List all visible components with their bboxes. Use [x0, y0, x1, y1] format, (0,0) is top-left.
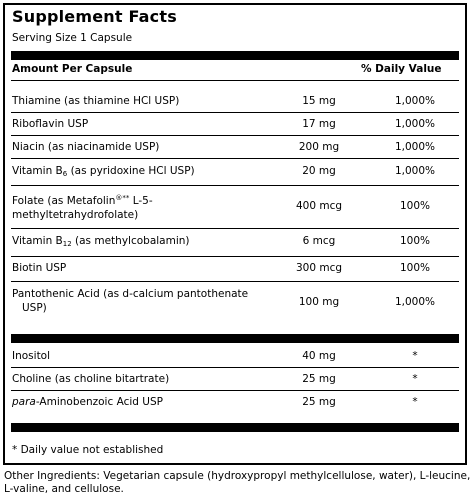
- nutrient-row-inositol: [11, 345, 459, 368]
- nutrient-name-italic: para: [12, 396, 36, 408]
- nutrient-name: Riboflavin USP: [12, 118, 89, 130]
- nutrient-amount: 6 mcg: [302, 235, 336, 247]
- nutrient-row-pantothenic-acid: [11, 282, 459, 332]
- nutrient-row-vitamin-b6: [11, 159, 459, 186]
- nutrient-name: [12, 191, 153, 222]
- nutrient-amount: 300 mcg: [295, 262, 343, 274]
- nutrient-name: [12, 165, 195, 178]
- nutrient-name-subscript: 6: [62, 170, 68, 178]
- nutrient-name-suffix: (as methylcobalamin): [71, 235, 190, 247]
- nutrient-name-suffix: L-5-: [129, 195, 153, 207]
- nutrient-daily-value: 1,000%: [394, 95, 436, 107]
- nutrient-name: Choline (as choline bitartrate): [12, 373, 170, 385]
- nutrient-name-prefix: Vitamin B: [12, 165, 63, 177]
- nutrient-amount: 400 mcg: [295, 200, 343, 212]
- nutrient-name-superscript: ®**: [115, 194, 130, 202]
- daily-value-footnote: * Daily value not established: [12, 444, 164, 456]
- nutrient-row-folate: [11, 186, 459, 229]
- nutrient-name: Thiamine (as thiamine HCl USP): [12, 95, 180, 107]
- nutrient-row-vitamin-b12: [11, 229, 459, 257]
- nutrient-daily-value: 1,000%: [394, 296, 436, 308]
- header-rule: [11, 80, 459, 81]
- amount-header: Amount Per Capsule: [12, 63, 133, 75]
- divider-mid: [11, 334, 459, 343]
- nutrient-amount: 25 mg: [302, 373, 336, 385]
- panel-title: Supplement Facts: [12, 7, 177, 26]
- nutrient-amount: 15 mg: [302, 95, 336, 107]
- divider-low: [11, 423, 459, 432]
- nutrient-daily-value: 1,000%: [394, 165, 436, 177]
- nutrient-daily-value: 100%: [399, 235, 431, 247]
- nutrient-name: [12, 287, 248, 315]
- nutrient-daily-value: 100%: [399, 200, 431, 212]
- nutrient-row-biotin: [11, 257, 459, 282]
- nutrient-row-niacin: [11, 136, 459, 159]
- nutrient-amount: 17 mg: [302, 118, 336, 130]
- nutrient-daily-value: 1,000%: [394, 141, 436, 153]
- nutrient-daily-value: 1,000%: [394, 118, 436, 130]
- nutrient-amount: 25 mg: [302, 396, 336, 408]
- nutrient-name: [12, 235, 190, 248]
- other-ingredients: Other Ingredients: Vegetarian capsule (hydroxypropyl methylcellulose, water), L-leucine, L-valine, and cellulose.: [4, 470, 471, 495]
- nutrient-name-prefix: Vitamin B: [12, 235, 63, 247]
- nutrient-daily-value: *: [412, 396, 418, 408]
- nutrient-name-prefix: Folate (as Metafolin: [12, 195, 116, 207]
- nutrient-amount: 100 mg: [298, 296, 340, 308]
- nutrient-row-paba: [11, 391, 459, 421]
- daily-value-header: % Daily Value: [361, 63, 442, 75]
- nutrient-name-line2: USP): [22, 302, 47, 314]
- nutrient-name: Inositol: [12, 350, 51, 362]
- nutrient-name: [12, 396, 163, 408]
- nutrient-name: Biotin USP: [12, 262, 67, 274]
- nutrient-row-choline: [11, 368, 459, 391]
- nutrient-name-suffix: (as pyridoxine HCl USP): [67, 165, 195, 177]
- nutrient-row-riboflavin: [11, 113, 459, 136]
- nutrient-amount: 40 mg: [302, 350, 336, 362]
- nutrient-name-subscript: 12: [62, 240, 72, 248]
- nutrient-amount: 200 mg: [298, 141, 340, 153]
- divider-thick: [11, 51, 459, 60]
- nutrient-daily-value: *: [412, 373, 418, 385]
- nutrient-daily-value: *: [412, 350, 418, 362]
- nutrient-amount: 20 mg: [302, 165, 336, 177]
- nutrient-name: Niacin (as niacinamide USP): [12, 141, 160, 153]
- nutrient-name-line1: Pantothenic Acid (as d-calcium pantothenate: [12, 288, 249, 300]
- nutrient-name-rest: -Aminobenzoic Acid USP: [35, 396, 163, 408]
- nutrient-daily-value: 100%: [399, 262, 431, 274]
- nutrient-name-line2: methyltetrahydrofolate): [12, 209, 139, 221]
- serving-size: Serving Size 1 Capsule: [12, 32, 133, 44]
- nutrient-row-thiamine: [11, 90, 459, 113]
- supplement-facts-panel: [3, 3, 467, 465]
